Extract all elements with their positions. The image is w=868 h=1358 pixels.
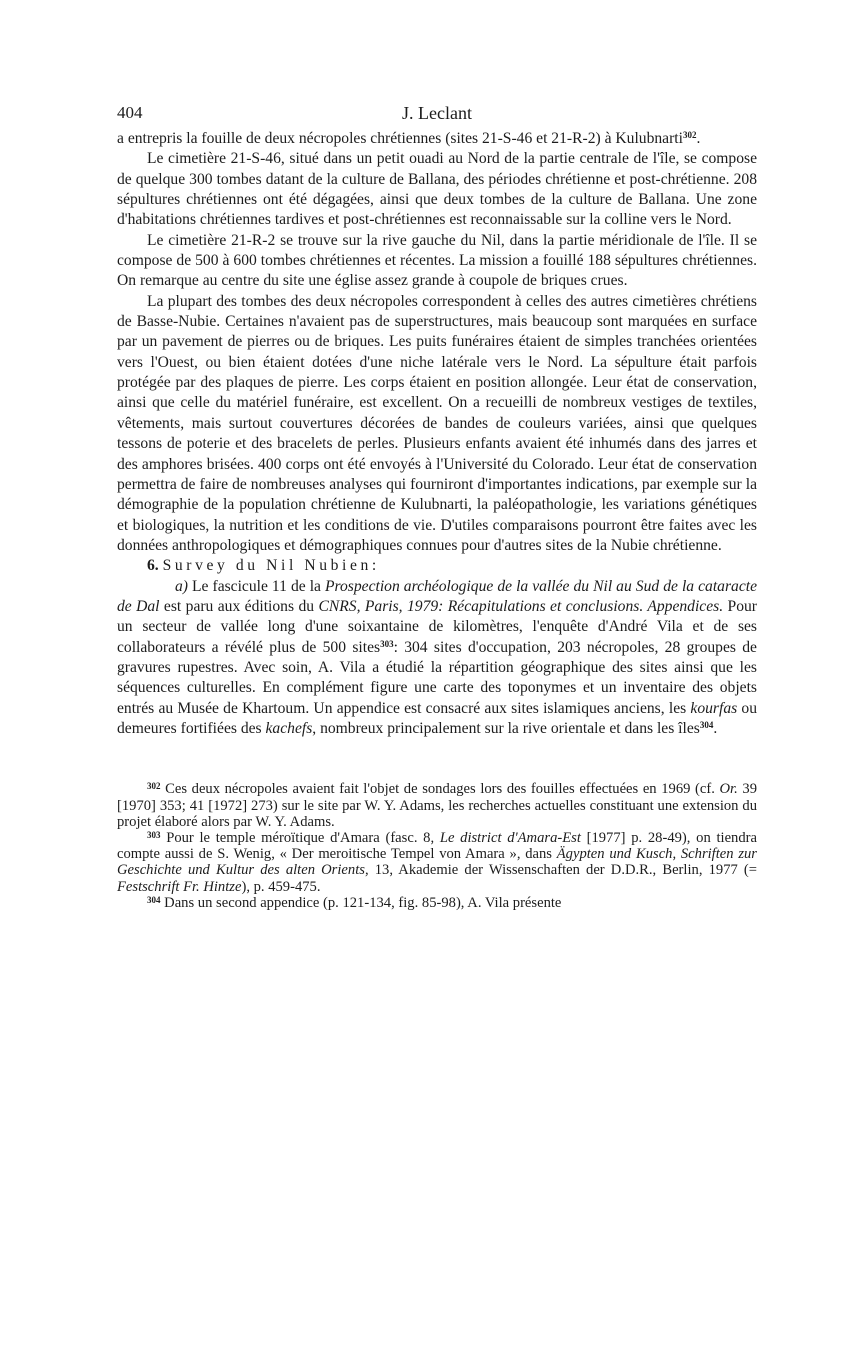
section-heading [117, 556, 757, 576]
running-title-author: J. Leclant [402, 103, 472, 123]
p5-publisher: CNRS, Paris, 1979: Récapitulations et conclusions. Appendices. [318, 597, 724, 615]
running-head [117, 103, 757, 129]
p5-term-kachefs: kachefs [265, 719, 313, 737]
footnote-ref-302: 302 [682, 130, 697, 140]
paragraph-1-text: a entrepris la fouille de deux nécropoles chrétiennes (sites 21-S-46 et 21-R-2) à Kulubnarti [117, 130, 683, 147]
footnote-number: 304 [147, 894, 161, 905]
footnote-ref-303: 303 [380, 638, 394, 649]
paragraph-2: Le cimetière 21-S-46, situé dans un petit ouadi au Nord de la partie centrale de l'île, se compose de quelque 300 tombes datant de la culture de Ballana, des périodes chrétienne et post-chrétienne. 208 sépultures chrétiennes ont été dégagées, ainsi que deux tombes de la culture de Ballana. Une zone d'habitations chrétiennes tardives et post-chrétiennes est reconnaissable sur la colline vers le Nord. [117, 150, 757, 229]
paragraph-1-end: . [696, 130, 701, 147]
footnote-304-text: Dans un second appendice (p. 121-134, fig. 85-98), A. Vila présente [160, 894, 562, 911]
footnote-302-journal: Or. [719, 781, 738, 798]
footnote-ref-304: 304 [699, 719, 714, 730]
footnote-303-text-3: , 13, Akademie der Wissenschaften der D.D.R., Berlin, 1977 (= [364, 862, 758, 879]
p5-text-2: est paru aux éditions du [159, 597, 319, 615]
footnote-303-text-4: ), p. 459-475. [241, 878, 321, 895]
footnote-304 [117, 895, 757, 911]
p5-text-1: Le fascicule 11 de la [188, 577, 325, 595]
footnote-303-title-3: Festschrift Fr. Hintze [117, 878, 242, 895]
body-text [117, 129, 757, 739]
p5-text-7: . [713, 719, 718, 737]
section-number: 6. [147, 557, 159, 575]
paragraph-1 [117, 129, 757, 149]
page-number: 404 [117, 103, 143, 122]
footnote-302-text: Ces deux nécropoles avaient fait l'objet de sondages lors des fouilles effectuées en 1969 (cf. [160, 781, 720, 798]
footnote-number: 303 [147, 829, 161, 840]
p5-title-prospection: Prospection archéologique de la vallée du Nil au Sud de la cataracte de Dal [117, 577, 758, 615]
footnote-number: 302 [147, 781, 161, 792]
p5-text-6: , nombreux principalement sur la rive orientale et dans les îles [312, 719, 700, 737]
item-label: a) [175, 577, 188, 595]
p5-term-kourfas: kourfas [690, 699, 738, 717]
footnote-303-text-2: [1977] p. 28-49), on tiendra compte aussi de S. Wenig, « Der meroitische Tempel von Amara », dans [117, 829, 757, 863]
footnote-303-text-1: Pour le temple méroïtique d'Amara (fasc. 8, [160, 829, 440, 846]
paragraph-4: La plupart des tombes des deux nécropoles correspondent à celles des autres cimetières chrétiens de Basse-Nubie. Certaines n'avaient pas de superstructures, mais beaucoup sont marquées en surface par un pavement de pierres ou de briques. Les puits funéraires étaient de simples tranchées orientées vers l'Ouest, ou bien étaient dotées d'une niche latérale vers le Nord. La sépulture était parfois protégée par des plaques de pierre. Les corps étaient en position allongée. Leur état de conservation, ainsi que celle du matériel funéraire, est excellent. On a recueilli de nombreux vestiges de textiles, vêtements, mais surtout couvertures décorées de bandes de couleurs variées, ainsi que quelques tessons de poterie et des bracelets de perles. Plusieurs enfants avaient été inhumés dans des jarres et des amphores brisées. 400 corps ont été envoyés à l'Université du Colorado. Leur état de conservation permettra de faire de nombreuses analyses qui fourniront d'importantes indications, par exemple sur la démographie de la population chrétienne de Kulubnarti, la paléopathologie, les variations génétiques et biologiques, la nutrition et les conditions de vie. D'utiles comparaisons pourront être faites avec les données anthropologiques et démographiques connues pour d'autres sites de la Nubie chrétienne. [117, 292, 757, 554]
footnote-302 [117, 781, 757, 830]
paragraph-5 [117, 577, 757, 740]
document-page [117, 103, 757, 911]
p5-text-4: : 304 sites d'occupation, 203 nécropoles, 28 groupes de gravures rupestres. Avec soin, A. Vila a étudié la répartition géographique des sites ainsi que les séquences culturelles. En complément figure une carte des toponymes et un inventaire des objets entrés au Musée de Khartoum. Un appendice est consacré aux sites islamiques anciens, les [117, 638, 757, 717]
p5-text-3: Pour un secteur de vallée long d'une soixantaine de kilomètres, l'enquête d'André Vila et de ses collaborateurs a révélé plus de 500 sites [117, 597, 757, 656]
footnote-302-text-2: 39 [1970] 353; 41 [1972] 273) sur le site par W. Y. Adams, les recherches actuelles constituant une extension du projet élaboré alors par W. Y. Adams. [117, 781, 757, 830]
footnote-303-title-1: Le district d'Amara-Est [439, 829, 581, 846]
footnote-303-title-2: Ägypten und Kusch, Schriften zur Geschichte und Kultur des alten Orients [117, 846, 757, 879]
p5-text-5: ou demeures fortifiées des [117, 699, 757, 737]
paragraph-3: Le cimetière 21-R-2 se trouve sur la rive gauche du Nil, dans la partie méridionale de l'île. Il se compose de 500 à 600 tombes chrétiennes et récentes. La mission a fouillé 188 sépultures chrétiennes. On remarque au centre du site une église assez grande à coupole de briques crues. [117, 231, 757, 290]
section-title: Survey du Nil Nubien: [162, 557, 380, 575]
footnotes [117, 781, 757, 911]
footnote-303 [117, 830, 757, 895]
